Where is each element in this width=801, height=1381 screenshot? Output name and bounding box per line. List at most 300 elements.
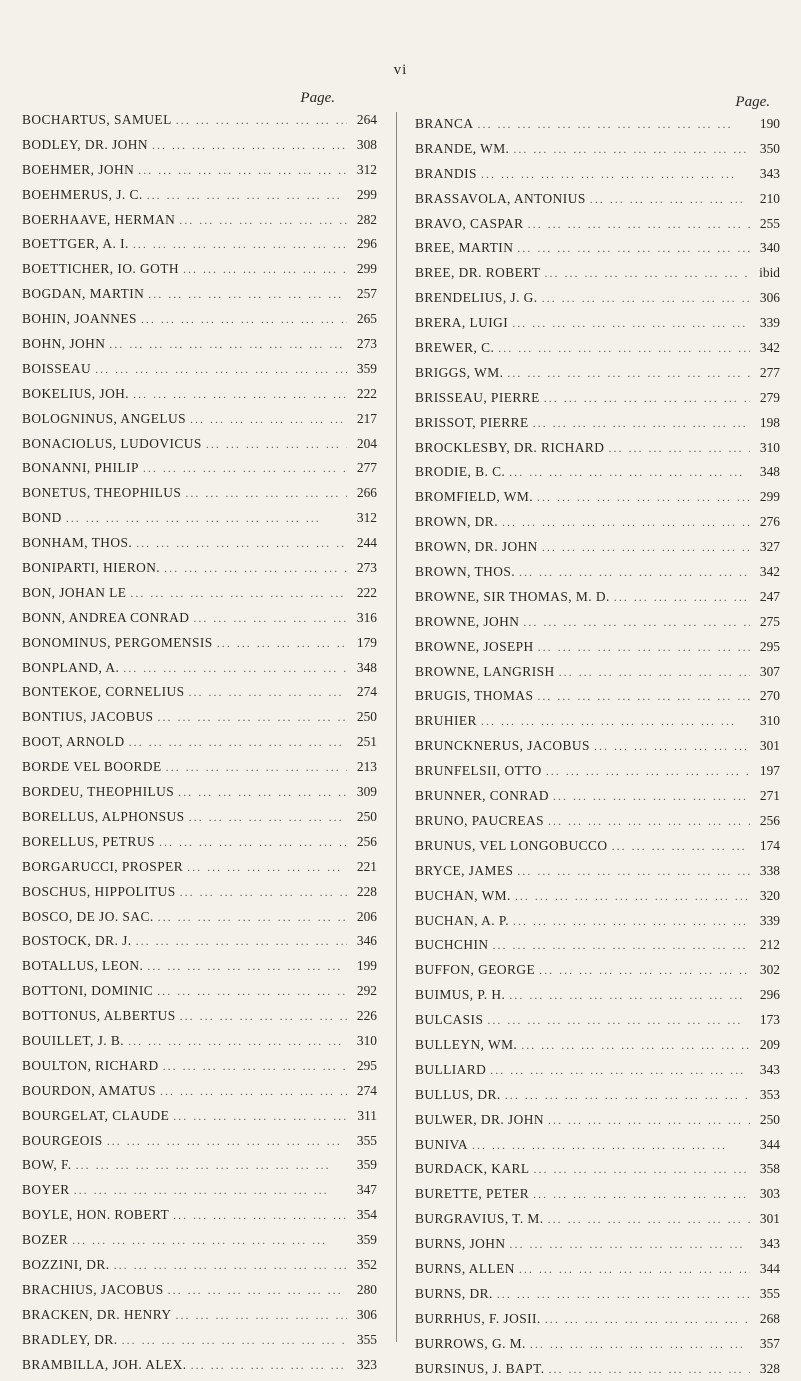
entry-name: BONHAM, THOS.: [22, 535, 133, 551]
entry-name: BON, JOHAN LE: [22, 584, 127, 600]
entry-page: 316: [356, 609, 377, 625]
entry-page: 244: [356, 535, 377, 551]
entry-page: 222: [356, 584, 377, 600]
index-entry: [22, 1228, 377, 1253]
entry-page: 339: [759, 912, 780, 928]
entry-page: 296: [356, 236, 377, 252]
dot-leader: [544, 386, 750, 411]
index-entry: [22, 581, 377, 606]
entry-page: 307: [759, 663, 780, 679]
entry-name: BURNS, ALLEN: [415, 1260, 515, 1276]
index-entry: [22, 158, 377, 183]
dot-leader: [513, 909, 750, 934]
index-entry: [22, 108, 377, 133]
entry-page: 343: [759, 1236, 780, 1252]
entry-name: BOND: [22, 510, 62, 526]
index-entry: [415, 336, 780, 361]
dot-leader: [114, 1253, 347, 1278]
entry-page: 204: [356, 435, 377, 451]
entry-name: BOETTICHER, IO. GOTH: [22, 261, 180, 277]
entry-page: 311: [357, 1107, 377, 1123]
index-entry: [415, 560, 780, 585]
dot-leader: [490, 1058, 750, 1083]
dot-leader: [152, 133, 347, 158]
dot-leader: [128, 1029, 347, 1054]
index-column-right: [415, 94, 780, 1381]
index-entry: [415, 660, 780, 685]
index-list: [22, 108, 377, 1377]
entry-page: 264: [356, 112, 377, 127]
index-entry: [415, 585, 780, 610]
dot-leader: [107, 1129, 347, 1154]
dot-leader: [513, 137, 750, 162]
dot-leader: [539, 958, 750, 983]
entry-page: 275: [759, 613, 780, 629]
entry-name: BRASSAVOLA, ANTONIUS: [415, 190, 586, 206]
dot-leader: [594, 734, 750, 759]
index-entry: [415, 983, 780, 1008]
index-entry: [22, 929, 377, 954]
dot-leader: [505, 1083, 750, 1108]
index-entry: [22, 905, 377, 930]
entry-page: 282: [356, 211, 377, 227]
index-entry: [415, 1157, 780, 1182]
index-entry: [415, 1133, 780, 1158]
dot-leader: [548, 1108, 750, 1133]
entry-page: 265: [356, 311, 377, 327]
dot-leader: [173, 1104, 347, 1129]
dot-leader: [517, 236, 750, 261]
index-entry: [415, 112, 780, 137]
entry-name: BRAVO, CASPAR: [415, 215, 524, 231]
entry-name: BORELLUS, PETRUS: [22, 833, 155, 849]
dot-leader: [542, 286, 750, 311]
entry-page: 209: [759, 1036, 780, 1052]
entry-name: BRACKEN, DR. HENRY: [22, 1306, 172, 1322]
entry-page: 312: [356, 510, 377, 526]
index-entry: [22, 531, 377, 556]
entry-name: BOURGEOIS: [22, 1132, 103, 1148]
entry-name: BORGARUCCI, PROSPER: [22, 858, 184, 874]
entry-name: BURNS, DR.: [415, 1285, 493, 1301]
index-entry: [22, 1079, 377, 1104]
entry-name: BOYLE, HON. ROBERT: [22, 1207, 170, 1223]
entry-page: 303: [759, 1186, 780, 1202]
index-entry: [22, 1303, 377, 1328]
index-entry: [415, 933, 780, 958]
index-entry: [22, 979, 377, 1004]
dot-leader: [72, 1228, 347, 1253]
entry-name: BURETTE, PETER: [415, 1186, 530, 1202]
entry-name: BURGRAVIUS, T. M.: [415, 1211, 544, 1227]
index-entry: [415, 734, 780, 759]
entry-name: BOEHMERUS, J. C.: [22, 186, 143, 202]
dot-leader: [542, 535, 750, 560]
entry-name: BOHN, JOHN: [22, 336, 106, 352]
column-divider: [396, 112, 397, 1342]
entry-page: 348: [356, 659, 377, 675]
entry-name: BONPLAND, A.: [22, 659, 120, 675]
dot-leader: [512, 311, 750, 336]
index-entry: [22, 805, 377, 830]
index-entry: [22, 456, 377, 481]
dot-leader: [497, 1282, 750, 1307]
entry-page: 277: [356, 460, 377, 476]
index-entry: [22, 257, 377, 282]
dot-leader: [148, 282, 347, 307]
entry-name: BOSCO, DE JO. SAC.: [22, 908, 154, 924]
index-entry: [415, 1232, 780, 1257]
entry-name: BOUILLET, J. B.: [22, 1032, 125, 1048]
dot-leader: [178, 780, 347, 805]
entry-name: BODLEY, DR. JOHN: [22, 136, 148, 152]
dot-leader: [123, 656, 347, 681]
dot-leader: [538, 635, 750, 660]
entry-name: BORDE VEL BOORDE: [22, 759, 162, 775]
index-entry: [415, 909, 780, 934]
entry-page: 355: [356, 1331, 377, 1347]
index-entry: [22, 880, 377, 905]
entry-page: 346: [356, 933, 377, 949]
index-entry: [415, 286, 780, 311]
entry-page: 250: [759, 1111, 780, 1127]
entry-page: 348: [759, 464, 780, 480]
index-entry: [22, 407, 377, 432]
entry-page: 344: [759, 1260, 780, 1276]
entry-name: BURROWS, G. M.: [415, 1335, 526, 1351]
index-entry: [22, 232, 377, 257]
entry-page: 198: [759, 414, 780, 430]
entry-page: 310: [759, 713, 780, 729]
dot-leader: [187, 855, 347, 880]
dot-leader: [530, 1332, 750, 1357]
entry-page: 358: [759, 1161, 780, 1177]
index-entry: [22, 357, 377, 382]
entry-name: BULLEYN, WM.: [415, 1036, 518, 1052]
entry-page: 353: [759, 1086, 780, 1102]
index-entry: [22, 556, 377, 581]
entry-page: 199: [356, 958, 377, 974]
dot-leader: [537, 684, 750, 709]
dot-leader: [176, 108, 347, 133]
dot-leader: [74, 1178, 347, 1203]
entry-name: BOTALLUS, LEON.: [22, 958, 144, 974]
entry-name: BRANDIS: [415, 165, 477, 181]
entry-page: 295: [356, 1057, 377, 1073]
entry-page: 340: [759, 240, 780, 256]
dot-leader: [519, 560, 750, 585]
dot-leader: [507, 361, 750, 386]
entry-name: BRUNO, PAUCREAS: [415, 812, 545, 828]
entry-name: BROMFIELD, WM.: [415, 489, 534, 505]
entry-name: BRANDE, WM.: [415, 140, 510, 156]
entry-name: BRANCA: [415, 116, 474, 131]
entry-page: 217: [356, 410, 377, 426]
entry-name: BRUHIER: [415, 713, 477, 729]
dot-leader: [191, 1353, 347, 1378]
dot-leader: [537, 485, 750, 510]
dot-leader: [608, 436, 750, 461]
entry-name: BRERA, LUIGI: [415, 315, 509, 331]
index-entry: [415, 709, 780, 734]
entry-name: BURRHUS, F. JOSII.: [415, 1310, 541, 1326]
entry-page: 306: [759, 290, 780, 306]
index-entry: [415, 162, 780, 187]
entry-name: BUIMUS, P. H.: [415, 987, 506, 1003]
dot-leader: [180, 1004, 347, 1029]
index-entry: [22, 183, 377, 208]
dot-leader: [166, 755, 347, 780]
entry-name: BRACHIUS, JACOBUS: [22, 1281, 164, 1297]
entry-name: BROWN, THOS.: [415, 564, 516, 580]
entry-name: BURNS, JOHN: [415, 1236, 506, 1252]
index-entry: [415, 1182, 780, 1207]
dot-leader: [95, 357, 347, 382]
index-entry: [415, 1207, 780, 1232]
index-entry: [415, 535, 780, 560]
entry-name: BURSINUS, J. BAPT.: [415, 1360, 545, 1376]
dot-leader: [147, 183, 347, 208]
dot-leader: [133, 382, 347, 407]
page-column-header: Page.: [300, 90, 335, 106]
entry-name: BOTTONUS, ALBERTUS: [22, 1008, 176, 1024]
dot-leader: [559, 660, 750, 685]
entry-page: 299: [356, 261, 377, 277]
index-entry: [415, 859, 780, 884]
entry-name: BONETUS, THEOPHILUS: [22, 485, 182, 501]
page-column-header: Page.: [735, 94, 770, 110]
dot-leader: [133, 232, 347, 257]
entry-name: BROWNE, SIR THOMAS, M. D.: [415, 588, 610, 604]
entry-name: BOSCHUS, HIPPOLITUS: [22, 883, 176, 899]
index-entry: [22, 705, 377, 730]
entry-name: BOURDON, AMATUS: [22, 1082, 156, 1098]
entry-page: 250: [356, 808, 377, 824]
entry-name: BONTIUS, JACOBUS: [22, 709, 154, 725]
index-entry: [22, 1054, 377, 1079]
dot-leader: [544, 261, 750, 286]
entry-name: BOTTONI, DOMINIC: [22, 983, 154, 999]
entry-name: BREE, MARTIN: [415, 240, 514, 256]
index-entry: [415, 635, 780, 660]
index-entry: [415, 212, 780, 237]
dot-leader: [517, 859, 750, 884]
entry-name: BULCASIS: [415, 1012, 484, 1028]
entry-page: 213: [356, 759, 377, 775]
entry-name: BUCHCHIN: [415, 937, 489, 953]
entry-name: BOETTGER, A. I.: [22, 236, 129, 252]
dot-leader: [193, 606, 347, 631]
entry-page: 173: [759, 1012, 780, 1028]
index-entry: [22, 208, 377, 233]
index-entry: [22, 855, 377, 880]
entry-name: BOYER: [22, 1182, 70, 1198]
entry-page: 295: [759, 638, 780, 654]
dot-leader: [173, 1203, 347, 1228]
entry-page: 328: [759, 1360, 780, 1376]
entry-name: BULLUS, DR.: [415, 1086, 501, 1102]
index-entry: [415, 1108, 780, 1133]
dot-leader: [546, 759, 750, 784]
entry-page: 190: [759, 116, 780, 131]
entry-page: 270: [759, 688, 780, 704]
dot-leader: [206, 432, 347, 457]
entry-page: 327: [759, 539, 780, 555]
dot-leader: [189, 680, 347, 705]
entry-name: BOCHARTUS, SAMUEL: [22, 112, 172, 127]
index-entry: [415, 759, 780, 784]
entry-page: 274: [356, 1082, 377, 1098]
entry-page: 210: [759, 190, 780, 206]
entry-name: BOULTON, RICHARD: [22, 1057, 159, 1073]
entry-name: BROWNE, LANGRISH: [415, 663, 555, 679]
entry-name: BRIGGS, WM.: [415, 364, 504, 380]
dot-leader: [510, 1232, 750, 1257]
entry-name: BONIPARTI, HIERON.: [22, 560, 161, 576]
entry-page: 251: [356, 734, 377, 750]
dot-leader: [76, 1153, 347, 1178]
entry-name: BRADLEY, DR.: [22, 1331, 118, 1347]
entry-name: BREE, DR. ROBERT: [415, 265, 541, 281]
dot-leader: [159, 830, 347, 855]
entry-page: 292: [356, 983, 377, 999]
entry-name: BRUNUS, VEL LONGOBUCCO: [415, 837, 608, 853]
index-entry: [22, 307, 377, 332]
entry-name: BOZZINI, DR.: [22, 1256, 110, 1272]
dot-leader: [533, 1157, 750, 1182]
entry-page: 302: [759, 962, 780, 978]
entry-page: 338: [759, 862, 780, 878]
index-entry: [22, 1178, 377, 1203]
entry-page: 179: [356, 634, 377, 650]
index-entry: [415, 137, 780, 162]
dot-leader: [157, 705, 347, 730]
index-entry: [22, 332, 377, 357]
entry-name: BROWNE, JOHN: [415, 613, 520, 629]
index-entry: [415, 1257, 780, 1282]
index-entry: [22, 1328, 377, 1353]
index-entry: [415, 784, 780, 809]
dot-leader: [545, 1307, 750, 1332]
entry-page: 279: [759, 389, 780, 405]
index-entry: [415, 411, 780, 436]
entry-page: 197: [759, 763, 780, 779]
dot-leader: [549, 1357, 750, 1381]
dot-leader: [481, 162, 750, 187]
entry-page: 257: [356, 286, 377, 302]
index-entry: [22, 606, 377, 631]
index-entry: [415, 436, 780, 461]
entry-name: BOHIN, JOANNES: [22, 311, 137, 327]
entry-page: 266: [356, 485, 377, 501]
entry-name: BUNIVA: [415, 1136, 469, 1152]
entry-name: BRUGIS, THOMAS: [415, 688, 534, 704]
entry-page: ibid: [759, 265, 780, 281]
entry-name: BONACIOLUS, LUDOVICUS: [22, 435, 202, 451]
index-entry: [415, 684, 780, 709]
entry-name: BRYCE, JAMES: [415, 862, 514, 878]
index-entry: [22, 631, 377, 656]
dot-leader: [129, 730, 347, 755]
entry-page: 206: [356, 908, 377, 924]
index-entry: [415, 610, 780, 635]
entry-page: 343: [759, 1061, 780, 1077]
index-entry: [22, 1278, 377, 1303]
entry-page: 310: [356, 1032, 377, 1048]
entry-page: 256: [356, 833, 377, 849]
dot-leader: [614, 585, 750, 610]
entry-name: BOW, F.: [22, 1157, 72, 1173]
dot-leader: [143, 456, 347, 481]
entry-name: BROWN, DR. JOHN: [415, 539, 538, 555]
entry-name: BOGDAN, MARTIN: [22, 286, 145, 302]
entry-page: 250: [356, 709, 377, 725]
index-entry: [415, 1332, 780, 1357]
entry-page: 174: [759, 837, 780, 853]
entry-page: 306: [356, 1306, 377, 1322]
index-entry: [22, 432, 377, 457]
dot-leader: [498, 336, 750, 361]
entry-name: BOEHMER, JOHN: [22, 161, 135, 177]
dot-leader: [515, 884, 750, 909]
dot-leader: [157, 979, 347, 1004]
index-entry: [415, 1307, 780, 1332]
entry-page: 299: [356, 186, 377, 202]
entry-name: BURDACK, KARL: [415, 1161, 530, 1177]
entry-page: 296: [759, 987, 780, 1003]
index-entry: [22, 1029, 377, 1054]
dot-leader: [533, 1182, 750, 1207]
entry-name: BOZER: [22, 1232, 69, 1248]
entry-page: 342: [759, 340, 780, 356]
dot-leader: [158, 905, 347, 930]
entry-page: 350: [759, 140, 780, 156]
entry-name: BRUNFELSII, OTTO: [415, 763, 542, 779]
entry-name: BONTEKOE, CORNELIUS: [22, 684, 185, 700]
index-entry: [415, 386, 780, 411]
index-entry: [415, 958, 780, 983]
entry-name: BULWER, DR. JOHN: [415, 1111, 544, 1127]
entry-page: 359: [356, 360, 377, 376]
entry-name: BOSTOCK, DR. J.: [22, 933, 132, 949]
entry-page: 247: [759, 588, 780, 604]
entry-name: BRUNCKNERUS, JACOBUS: [415, 738, 590, 754]
index-entry: [22, 755, 377, 780]
dot-leader: [481, 709, 750, 734]
index-entry: [415, 510, 780, 535]
entry-page: 273: [356, 560, 377, 576]
entry-page: 343: [759, 165, 780, 181]
entry-page: 355: [759, 1285, 780, 1301]
entry-page: 228: [356, 883, 377, 899]
index-entry: [22, 730, 377, 755]
entry-name: BROWN, DR.: [415, 514, 498, 530]
index-entry: [415, 361, 780, 386]
index-entry: [415, 187, 780, 212]
dot-leader: [141, 307, 347, 332]
dot-leader: [122, 1328, 347, 1353]
entry-name: BRUNNER, CONRAD: [415, 788, 549, 804]
index-entry: [22, 481, 377, 506]
index-entry: [415, 261, 780, 286]
entry-name: BUFFON, GEORGE: [415, 962, 536, 978]
entry-name: BRODIE, B. C.: [415, 464, 506, 480]
dot-leader: [553, 784, 750, 809]
entry-name: BUCHAN, A. P.: [415, 912, 510, 928]
entry-page: 222: [356, 385, 377, 401]
dot-leader: [493, 933, 750, 958]
dot-leader: [180, 880, 347, 905]
